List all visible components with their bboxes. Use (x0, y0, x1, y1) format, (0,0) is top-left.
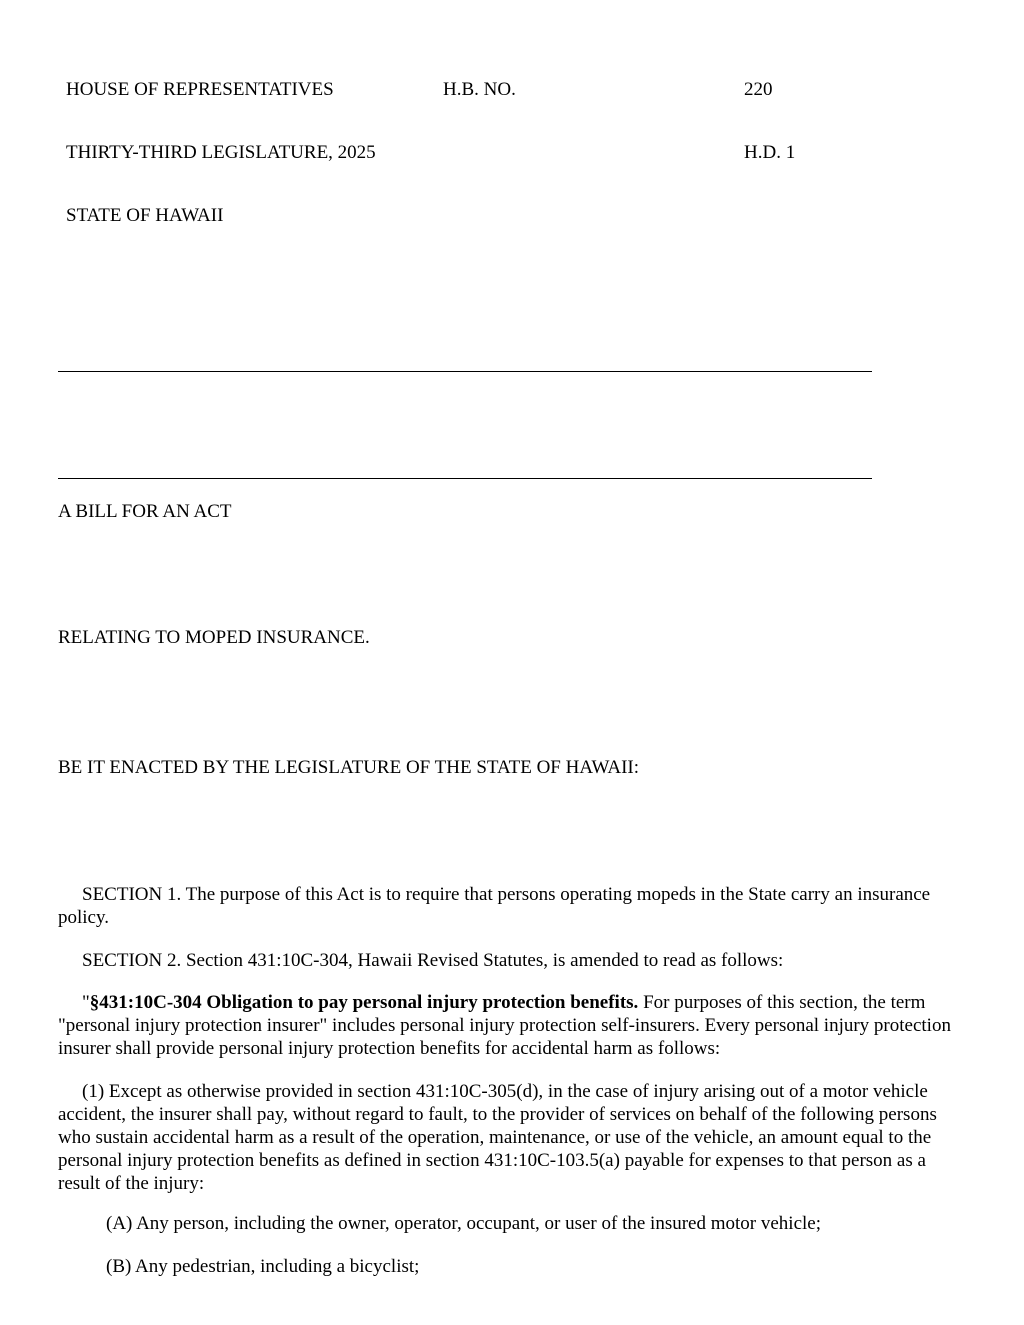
bill-number: 220 (744, 79, 773, 100)
subitem-a: (A) Any person, including the owner, operator, occupant, or user of the insured motor vehicle; (106, 1213, 821, 1234)
bill-number-label: H.B. NO. (443, 79, 516, 100)
statute-heading: §431:10C-304 Obligation to pay personal injury protection benefits. (89, 992, 639, 1013)
draft-label: H.D. 1 (744, 142, 796, 163)
divider-top (58, 371, 872, 372)
relating-to: RELATING TO MOPED INSURANCE. (58, 627, 370, 648)
bill-for-act: A BILL FOR AN ACT (58, 501, 232, 522)
divider-bottom (58, 478, 872, 479)
statute-paragraph (58, 991, 970, 1060)
section-2-text: SECTION 2. Section 431:10C-304, Hawaii Revised Statutes, is amended to read as follows: (82, 950, 784, 971)
chamber-label: HOUSE OF REPRESENTATIVES (66, 79, 334, 100)
subitem-b: (B) Any pedestrian, including a bicyclist; (106, 1256, 420, 1277)
item-1-text: (1) Except as otherwise provided in section 431:10C-305(d), in the case of injury arising out of a motor vehicle accident, the insurer shall pay, without regard to fault, to the provider of services on behalf of the following persons who sustain accidental harm as a result of the operation, maintenance, or use of the vehicle, an amount equal to the personal injury protection benefits as defined in section 431:10C-103.5(a) payable for expenses to that person as a result of the injury: (58, 1081, 937, 1194)
section-2-paragraph (58, 949, 970, 972)
legislature-label: THIRTY-THIRD LEGISLATURE, 2025 (66, 142, 376, 163)
statute-text: For purposes of this section, the term "personal injury protection insurer" includes personal injury protection self-insurers. Every personal injury protection insurer shall provide personal injury protection benefits for accidental harm as follows: (58, 992, 951, 1059)
section-1-paragraph (58, 883, 970, 929)
item-1-paragraph (58, 1080, 970, 1195)
section-1-text: SECTION 1. The purpose of this Act is to require that persons operating mopeds in the State carry an insurance policy. (58, 884, 931, 928)
statute-open-quote: " (82, 992, 90, 1013)
state-label: STATE OF HAWAII (66, 205, 224, 226)
enacting-clause: BE IT ENACTED BY THE LEGISLATURE OF THE STATE OF HAWAII: (58, 757, 640, 778)
